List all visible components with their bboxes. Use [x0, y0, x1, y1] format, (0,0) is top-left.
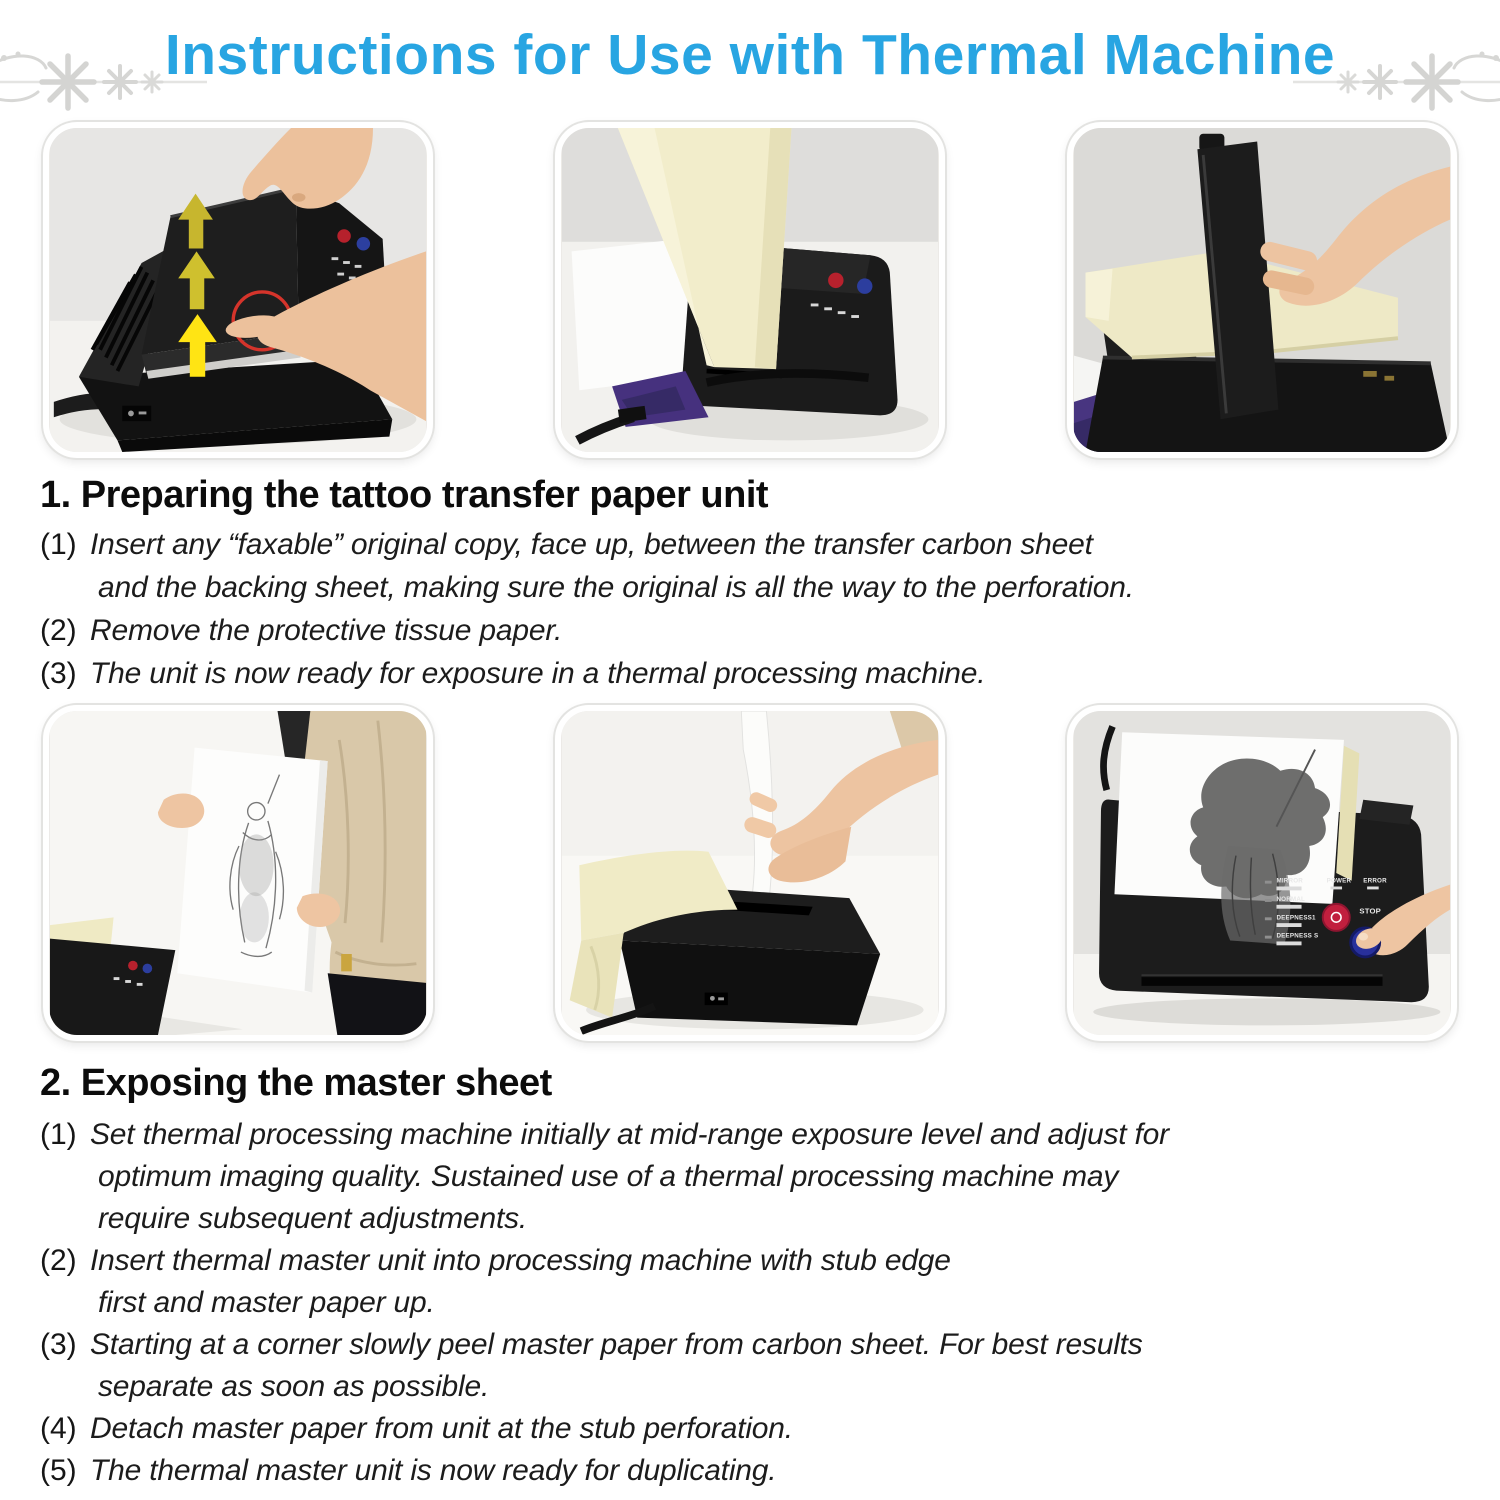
panel-label-normal: NORMAL: [1276, 895, 1306, 903]
instruction-line: (2) Remove the protective tissue paper.: [40, 614, 563, 647]
panel-label-stop: STOP: [1359, 906, 1382, 916]
photo-printing-stop-button: [1067, 705, 1457, 1041]
photo-row-2: [43, 705, 1457, 1041]
photo-holding-sketch: [43, 705, 433, 1041]
instruction-line: (4) Detach master paper from unit at the stub perforation.: [40, 1412, 793, 1445]
section1-items: [40, 528, 1490, 700]
panel-label-mirror: MIRROR: [1276, 877, 1303, 885]
panel-label-error: ERROR: [1363, 877, 1387, 885]
instruction-line: (1) Set thermal processing machine initially at mid-range exposure level and adjust for: [40, 1118, 1169, 1151]
photo-row-1: [43, 122, 1457, 458]
panel-label-power: POWER: [1326, 877, 1352, 885]
instruction-line: (1) Insert any “faxable” original copy, face up, between the transfer carbon sheet: [40, 528, 1093, 561]
photo-flap-lift: [1067, 122, 1457, 458]
page-title: Instructions for Use with Thermal Machine: [164, 23, 1336, 87]
instruction-line: separate as soon as possible.: [98, 1370, 490, 1403]
instruction-line: (5) The thermal master unit is now ready for duplicating.: [40, 1454, 777, 1487]
section2-items: [40, 1118, 1490, 1496]
section1-heading: 1. Preparing the tattoo transfer paper unit: [40, 474, 769, 516]
instruction-line: require subsequent adjustments.: [98, 1202, 528, 1235]
photo-sheet-rising: [555, 122, 945, 458]
photo-peeling-tissue: [555, 705, 945, 1041]
section2-heading: 2. Exposing the master sheet: [40, 1062, 552, 1104]
photo-open-cover: [43, 122, 433, 458]
instruction-line: and the backing sheet, making sure the original is all the way to the perforation.: [98, 571, 1134, 604]
panel-label-deepness1: DEEPNESS1: [1276, 914, 1316, 922]
instruction-line: (3) The unit is now ready for exposure in a thermal processing machine.: [40, 657, 986, 690]
instruction-line: first and master paper up.: [98, 1286, 435, 1319]
panel-label-deepness2: DEEPNESS S: [1276, 932, 1319, 940]
instruction-line: (2) Insert thermal master unit into processing machine with stub edge: [40, 1244, 951, 1277]
instruction-line: (3) Starting at a corner slowly peel master paper from carbon sheet. For best results: [40, 1328, 1143, 1361]
instruction-line: optimum imaging quality. Sustained use of a thermal processing machine may: [98, 1160, 1119, 1193]
